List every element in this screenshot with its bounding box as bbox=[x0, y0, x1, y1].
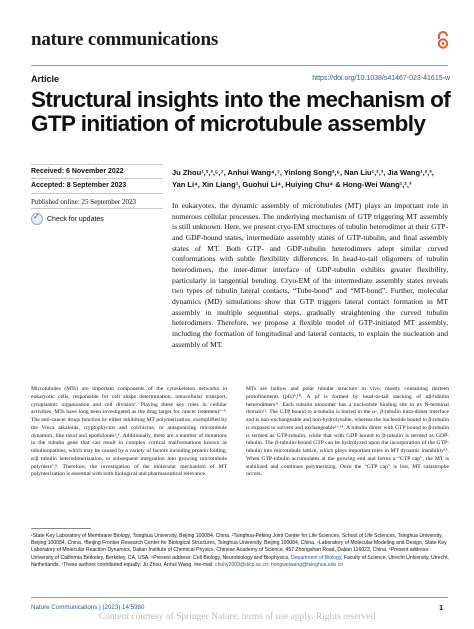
body-column-left: Microtubules (MTs) are important components of the cytoskeleton networks in eukaryotic cells, responsible for cell shape determination, intracellular transport, cytoplasmic organization and cell division¹. Playing these key roles in cellular activities, MTs have long been investigated as the drug target for cancer treatment²⁻⁴. The anti-cancer drugs function by either inhibiting MT polymerization, exemplified by the Vinca alkaloids, cryptophycins and colchicine, or antagonizing microtubule dynamics, like taxol and epothilones⁵,⁶. Additionally, there are a number of mutations in the tubulin gene that can result in complex cortical malformations known as tubulinopathies, which may be caused by a variety of factors including protein folding, α/β tubulin heterodimerization, or subsequent integration into growing microtubule polymers⁷,⁸. Therefore, the investigation of the molecular mechanism of MT polymerization is essential with both biological and pharmaceutical relevance. bbox=[31, 386, 227, 478]
author-list bbox=[172, 167, 450, 191]
open-access-icon[interactable] bbox=[436, 31, 450, 49]
dates-divider bbox=[31, 193, 163, 194]
abstract: In eukaryotes, the dynamic assembly of microtubules (MT) plays an important role in numerous cellular processes. The underlying mechanism of GTP triggering MT assembly is still unknown. Here, we present cryo-EM structures of tubulin heterodimer at their GTP- and GDP-bound states, intermediate assembly states of GTP-tubulin, and final assembly states of MT. Both GTP- and GDP-tubulin heterodimers adopt similar curved conformations with subtle flexibility differences. In head-to-tail oligomers of tubulin heterodimers, the inter-dimer interface of GDP-tubulin exhibits greater flexibility, particularly in tangential bending. Cryo-EM of the intermediate assembly states reveals two types of tubulin lateral contacts, “Tube-bond” and “MT-bond”. Further, molecular dynamics (MD) simulations show that GTP triggers lateral contact formation in MT assembly in multiple sequential steps, gradually straightening the curved tubulin heterodimers. Therefore, we propose a flexible model of GTP-initiated MT assembly, including the formation of longitudinal and lateral contacts, to explain the nucleation and assembly of MT. bbox=[172, 201, 448, 349]
page-number: 1 bbox=[439, 603, 444, 612]
article-title: Structural insights into the mechanism of GTP initiation of microtubule assembly bbox=[31, 87, 451, 136]
affiliations-text: ¹State Key Laboratory of Membrane Biology, Tsinghua University, Beijing 100084, China. ²Tsinghua-Peking Joint Center for Life Sciences, School of Life Sciences, Tsinghua University, Beijing 100084, China. ³Beijing Frontier Research Center for Biological Structures, Tsinghua University, Beijing 100084, China. ⁴Laboratory of Molecular Modeling and Design, State Key Laboratory of Molecular Reaction Dynamics, Dalian Institute of Chemical Physics, Chinese Academy of Science, 457 Zhongshan Road, Dalian 116023, China. ⁵Present address: University of California Berkeley, Berkeley, CA, USA. ⁶Present address: Cell Biology, Neurobiology and Biophysics, bbox=[31, 533, 447, 561]
dates-divider bbox=[31, 178, 163, 179]
corresponding-emails[interactable]: chuhy2009@dicp.ac.cn; hongweiwang@tsinghua.edu.cn bbox=[215, 561, 344, 568]
journal-citation[interactable]: Nature Communications | (2023) 14:5980 bbox=[31, 604, 145, 611]
dates-divider bbox=[31, 208, 163, 209]
published-date: Published online: 25 September 2023 bbox=[31, 198, 136, 206]
affiliations-footnote bbox=[31, 533, 449, 569]
author-line[interactable]: Ju Zhou¹,²,³,⁵,⁷, Anhui Wang⁴,⁷, Yinlong Song²,⁶, Nan Liu¹,²,³, Jia Wang¹,²,³, bbox=[172, 168, 434, 177]
courtesy-watermark: Content courtesy of Springer Nature, terms of use apply. Rights reserved bbox=[98, 612, 376, 622]
email-icon: ✉e-mail: bbox=[194, 561, 216, 568]
journal-name[interactable]: nature communications bbox=[31, 29, 219, 50]
received-date: Received: 6 November 2022 bbox=[31, 168, 124, 175]
footnote-divider bbox=[31, 528, 91, 529]
dates-divider bbox=[31, 164, 163, 165]
body-column-right: MTs are hollow and polar tubular structure in vivo, mostly containing thirteen protofilaments (pfs)⁹,¹⁰. A pf is formed by head-to-tail stacking of αβ-tubulin heterodimers¹¹. Each tubulin monomer has a nucleotide binding site in its N-terminal domain¹². The GTP bound to α-tubulin is buried in the α-, β-tubulin intra-dimer interface and is non-exchangeable and non-hydrolysable, whereas the nucleotide bound to β-tubulin is exposed to solvent and exchangeable¹³,¹⁴. A tubulin dimer with GTP bound to β-tubulin is termed as GTP-tubulin, while that with GDP bound to β-tubulin is termed as GDP-tubulin. The β-tubulin-bound GTP can be hydrolyzed upon the incorporation of the GTP-tubulin into microtubule lattice, which plays important roles in MT dynamic instability¹⁵. When GTP-tubulin accumulates at the growing end and forms a “GTP cap”, the MT is stabilized and continues polymerizing. Once the “GTP cap” is lost, MT catastrophe occurs. bbox=[246, 386, 449, 478]
check-updates-button[interactable] bbox=[31, 213, 104, 225]
check-updates-label: Check for updates bbox=[47, 215, 104, 223]
affiliations-text: , Faculty of Science, Utrecht University, Utrecht, Netherlands. ⁷These authors contributed equally: Ju Zhou, Anhui Wang. bbox=[31, 554, 449, 568]
accepted-date: Accepted: 8 September 2023 bbox=[31, 182, 127, 189]
article-type-label: Article bbox=[31, 74, 60, 84]
department-link[interactable]: Department of Biology bbox=[291, 554, 342, 561]
check-updates-icon bbox=[31, 213, 43, 225]
footer-divider bbox=[31, 597, 448, 598]
author-line[interactable]: Yan Li⁴, Xin Liang¹, Guohui Li⁴, Huiying Chu⁴ & Hong-Wei Wang¹,²,³ bbox=[172, 180, 412, 189]
header-divider bbox=[31, 65, 448, 66]
doi-link[interactable]: https://doi.org/10.1038/s41467-023-41615-w bbox=[312, 75, 450, 82]
